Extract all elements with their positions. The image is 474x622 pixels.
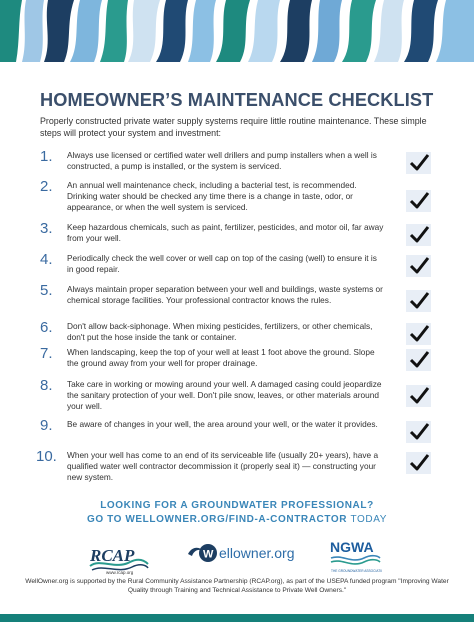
wave-stripes-graphic <box>0 0 474 62</box>
svg-text:THE GROUNDWATER ASSOCIATION: THE GROUNDWATER ASSOCIATION <box>331 569 382 573</box>
checkmark-icon <box>408 421 430 443</box>
ngwa-logo[interactable] <box>328 536 382 576</box>
item-text: Periodically check the well cover or well cap on top of the casing (well) to ensure it is in good repair. <box>67 253 377 275</box>
checkmark-icon <box>408 224 430 246</box>
svg-text:W: W <box>203 548 214 561</box>
item-text: An annual well maintenance check, including a bacterial test, is recommended. Drinking water should be checked any time there is a change in taste, odor, or appearance, or when the well system is serviced. <box>67 180 357 213</box>
checkbox[interactable] <box>406 385 431 407</box>
item-text: When your well has come to an end of its serviceable life (usually 20+ years), have a qualified water well contractor decommission it (properly seal it) — constructing your new system. <box>67 450 379 483</box>
page-title: HOMEOWNER’S MAINTENANCE CHECKLIST <box>40 90 434 110</box>
item-number: 2. <box>40 178 53 195</box>
rcap-logo-graphic <box>86 540 150 576</box>
item-number: 6. <box>40 319 53 336</box>
checkmark-icon <box>408 152 430 174</box>
intro-paragraph: Properly constructed private water supply systems require little routine maintenance. These simple steps will protect your system and investment: <box>40 116 427 138</box>
cta-link-line <box>0 514 474 525</box>
item-text: Be aware of changes in your well, the area around your well, or the water it provides. <box>67 419 378 429</box>
checklist-item <box>40 253 440 287</box>
checkbox[interactable] <box>406 421 431 443</box>
contractor-link[interactable]: GO TO WELLOWNER.ORG/FIND-A-CONTRACTOR <box>86 514 348 525</box>
ngwa-logo-graphic <box>328 536 382 576</box>
checkmark-icon <box>408 255 430 277</box>
item-number: 7. <box>40 345 53 362</box>
checkmark-icon <box>408 349 430 371</box>
wellowner-logo-graphic <box>186 542 306 564</box>
bottom-color-bar <box>0 614 474 622</box>
svg-text:ellowner.org: ellowner.org <box>219 545 295 561</box>
item-text: When landscaping, keep the top of your well at least 1 foot above the ground. Slope the ground away from your well for proper drainage. <box>67 347 375 369</box>
item-number: 5. <box>40 282 53 299</box>
checkmark-icon <box>408 385 430 407</box>
checklist-item <box>36 448 440 484</box>
checkbox[interactable] <box>406 255 431 277</box>
item-text: Take care in working or mowing around your well. A damaged casing could jeopardize the sanitary protection of your well. Don't pile snow, leaves, or other materials around your well. <box>67 379 382 412</box>
wellowner-logo[interactable] <box>186 542 306 564</box>
item-text: Always maintain proper separation between your well and buildings, waste systems or chemical storage facilities. Your professional contractor knows the rules. <box>67 284 383 306</box>
checkbox[interactable] <box>406 224 431 246</box>
svg-text:RCAP: RCAP <box>90 546 135 565</box>
checkmark-icon <box>408 290 430 312</box>
item-number: 8. <box>40 377 53 394</box>
checklist-item <box>40 180 440 214</box>
checkbox[interactable] <box>406 349 431 371</box>
checklist-item <box>40 284 440 318</box>
item-number: 10. <box>36 448 57 465</box>
item-number: 1. <box>40 148 53 165</box>
checklist-item <box>40 379 440 413</box>
checkbox[interactable] <box>406 152 431 174</box>
checkmark-icon <box>408 323 430 345</box>
checklist-item <box>40 222 440 256</box>
item-number: 3. <box>40 220 53 237</box>
rcap-logo[interactable] <box>86 540 150 576</box>
item-text: Don't allow back-siphonage. When mixing pesticides, fertilizers, or other chemicals, don't put the hose inside the tank or container. <box>67 321 373 343</box>
checkbox[interactable] <box>406 452 431 474</box>
checklist-item <box>40 150 440 184</box>
checkbox[interactable] <box>406 290 431 312</box>
header-banner <box>0 0 474 62</box>
svg-text:NGWA: NGWA <box>330 539 374 555</box>
checkbox[interactable] <box>406 190 431 212</box>
item-text: Always use licensed or certified water well drillers and pump installers when a well is constructed, a pump is installed, or the system is serviced. <box>67 150 377 172</box>
checkmark-icon <box>408 190 430 212</box>
checkmark-icon <box>408 452 430 474</box>
cta-heading: LOOKING FOR A GROUNDWATER PROFESSIONAL? <box>100 500 374 511</box>
checklist-item <box>40 419 440 453</box>
footer-note: WellOwner.org is supported by the Rural Community Assistance Partnership (RCAP.org), as part of the USEPA funded program "Improving Water Quality through Training and Technical Assistance to Private Well Owners." <box>25 578 449 594</box>
cta-suffix: TODAY <box>350 514 388 525</box>
item-number: 4. <box>40 251 53 268</box>
item-number: 9. <box>40 417 53 434</box>
checklist-item <box>40 347 440 381</box>
checkbox[interactable] <box>406 323 431 345</box>
item-text: Keep hazardous chemicals, such as paint, fertilizer, pesticides, and motor oil, far away from your well. <box>67 222 384 244</box>
svg-text:www.rcap.org: www.rcap.org <box>106 570 134 575</box>
